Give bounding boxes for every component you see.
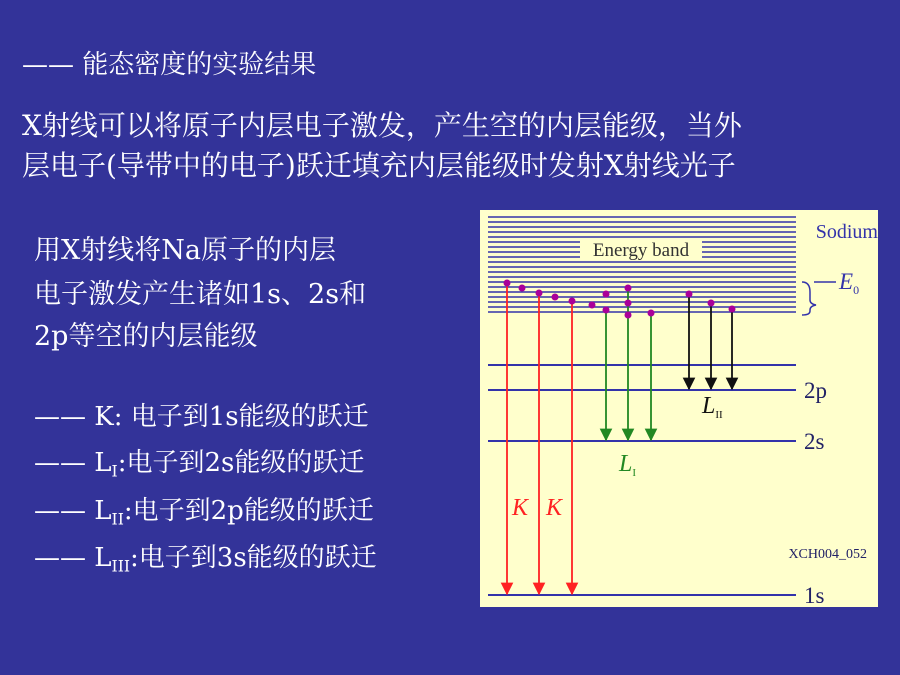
li-label: $L_I$	[619, 451, 637, 479]
transition-desc: :电子到2p能级的跃迁	[123, 496, 374, 526]
lii-label: $L_{II}$	[702, 393, 723, 421]
electron-dot	[625, 300, 632, 307]
transition-desc: :电子到2s能级的跃迁	[117, 448, 365, 478]
electron-dot	[648, 310, 655, 317]
k-label: K	[546, 495, 563, 521]
dash: ——	[34, 543, 95, 573]
transition-k	[34, 396, 369, 433]
transition-label: L	[94, 448, 112, 478]
transition-label: L	[94, 543, 112, 573]
electron-dot	[552, 294, 559, 301]
level-2s-label: 2s	[804, 429, 825, 454]
transition-sub: II	[111, 510, 124, 529]
transition-sub: III	[111, 557, 131, 576]
electron-dot	[589, 302, 596, 309]
sodium-label: Sodium	[815, 221, 878, 243]
figure-code: XCH004_052	[788, 547, 867, 562]
electron-dot	[729, 306, 736, 313]
slide-title: —— 能态密度的实验结果	[22, 50, 317, 80]
dash: ——	[34, 402, 95, 432]
energy-band-label: Energy band	[592, 240, 690, 261]
transition-label: L	[94, 496, 112, 526]
level-2p-label: 2p	[804, 378, 827, 403]
transition-label: K	[94, 402, 114, 432]
transition-desc: : 电子到1s能级的跃迁	[113, 402, 369, 432]
electron-dot	[625, 312, 632, 319]
transition-liii	[34, 537, 377, 575]
level-1s-label: 1s	[804, 583, 825, 607]
electron-dot	[519, 285, 526, 292]
energy-level-diagram	[480, 210, 878, 607]
transition-lii	[34, 490, 374, 528]
electron-dot	[603, 307, 610, 314]
intro-line-1: X射线可以将原子内层电子激发，产生空的内层能级，当外	[22, 109, 742, 142]
k-label: K	[512, 495, 529, 521]
transition-desc: :电子到3s能级的跃迁	[130, 543, 377, 573]
transition-sub: I	[111, 462, 118, 481]
electron-dot	[708, 300, 715, 307]
transition-li	[34, 442, 364, 480]
electron-dot	[603, 291, 610, 298]
method-line-2: 电子激发产生诸如1s、2s和	[34, 279, 367, 310]
e0-label: $E_0$	[839, 269, 860, 297]
dash: ——	[34, 496, 95, 526]
dash: ——	[34, 448, 95, 478]
electron-dot	[686, 291, 693, 298]
method-line-1: 用X射线将Na原子的内层	[34, 235, 336, 266]
electron-dot	[504, 280, 511, 287]
electron-dot	[536, 290, 543, 297]
electron-dot	[569, 298, 576, 305]
electron-dot	[625, 285, 632, 292]
intro-line-2: 层电子(导带中的电子)跃迁填充内层能级时发射X射线光子	[22, 149, 736, 182]
method-line-3: 2p等空的内层能级	[34, 321, 258, 352]
